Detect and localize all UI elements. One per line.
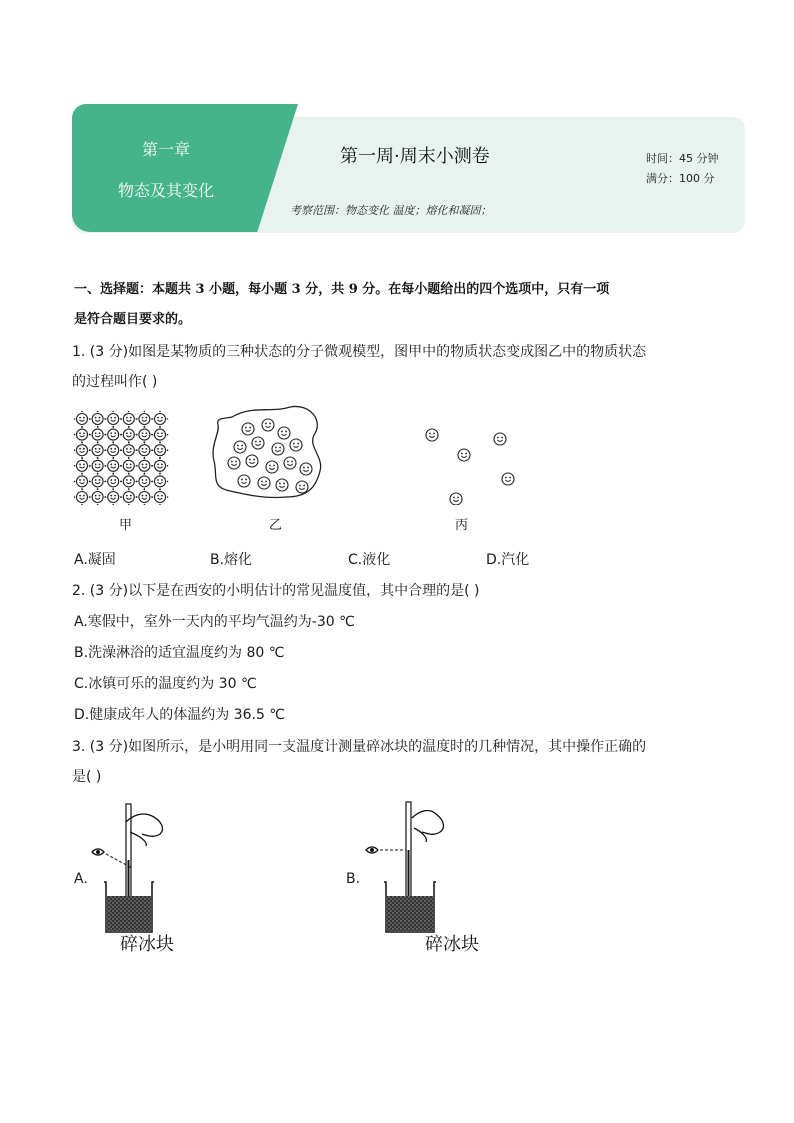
test-scope: 考察范围：物态变化 温度；熔化和凝固； xyxy=(290,204,492,217)
molecule-icon xyxy=(121,489,138,505)
molecule-icon xyxy=(105,442,122,459)
molecule-icon xyxy=(136,458,153,475)
molecule-icon xyxy=(494,433,506,445)
question-2-option-c[interactable]: C.冰镇可乐的温度约为 30 ℃ xyxy=(74,676,257,692)
question-1-stem-line2: 的过程叫作( ) xyxy=(72,374,158,390)
test-title: 第一周·周末小测卷 xyxy=(340,146,490,167)
question-1-option-a[interactable]: A.凝固 xyxy=(74,552,116,568)
molecule-icon xyxy=(246,455,258,467)
molecule-icon xyxy=(105,458,122,475)
molecule-icon xyxy=(266,461,278,473)
chapter-label: 第一章 xyxy=(141,142,190,159)
question-2-stem: 2. (3 分)以下是在西安的小明估计的常见温度值，其中合理的是( ) xyxy=(72,583,480,599)
question-2-option-d[interactable]: D.健康成年人的体温约为 36.5 ℃ xyxy=(74,707,286,723)
molecule-icon xyxy=(136,426,153,443)
section-header-line2: 是符合题目要求的。 xyxy=(74,312,192,327)
molecule-icon xyxy=(458,449,470,461)
molecule-icon xyxy=(152,489,169,505)
thermometer-figure-a xyxy=(86,800,196,940)
molecule-state-figure xyxy=(72,405,532,505)
test-time: 时间：45 分钟 xyxy=(646,152,719,165)
molecule-icon xyxy=(234,441,246,453)
molecule-icon xyxy=(105,411,122,428)
molecule-icon xyxy=(136,442,153,459)
molecule-icon xyxy=(136,411,153,428)
molecule-icon xyxy=(252,437,264,449)
question-1-option-d[interactable]: D.汽化 xyxy=(486,552,530,568)
molecule-icon xyxy=(105,426,122,443)
molecule-icon xyxy=(152,426,169,443)
molecule-icon xyxy=(276,479,288,491)
molecule-icon xyxy=(121,458,138,475)
molecule-icon xyxy=(278,427,290,439)
molecule-icon xyxy=(74,458,91,475)
ice-label-b: 碎冰块 xyxy=(425,934,479,955)
molecule-icon xyxy=(89,473,106,490)
molecule-icon xyxy=(426,429,438,441)
section-header-line1: 一、选择题：本题共 3 小题，每小题 3 分，共 9 分。在每小题给出的四个选项中，只有一项 xyxy=(74,282,610,297)
question-2-option-b[interactable]: B.洗澡淋浴的适宜温度约为 80 ℃ xyxy=(74,645,285,661)
question-3-stem-line2: 是( ) xyxy=(72,769,102,785)
molecule-icon xyxy=(74,489,91,505)
molecule-icon xyxy=(238,475,250,487)
question-1-option-b[interactable]: B.熔化 xyxy=(210,552,253,568)
molecule-icon xyxy=(502,473,514,485)
molecule-icon xyxy=(152,411,169,428)
thermometer-figure-b xyxy=(362,798,472,938)
molecule-icon xyxy=(152,442,169,459)
molecule-icon xyxy=(89,458,106,475)
liquid-state-diagram xyxy=(213,406,321,497)
figure-caption-bing: 丙 xyxy=(455,518,469,533)
molecule-icon xyxy=(272,443,284,455)
chapter-topic: 物态及其变化 xyxy=(117,183,214,200)
figure-caption-jia: 甲 xyxy=(119,518,133,533)
molecule-icon xyxy=(152,458,169,475)
molecule-icon xyxy=(74,411,91,428)
molecule-icon xyxy=(74,442,91,459)
molecule-icon xyxy=(105,489,122,505)
question-1-stem-line1: 1. (3 分)如图是某物质的三种状态的分子微观模型，图甲中的物质状态变成图乙中的物质状态 xyxy=(72,344,647,360)
molecule-icon xyxy=(258,477,270,489)
test-score: 满分：100 分 xyxy=(646,172,715,185)
molecule-icon xyxy=(121,442,138,459)
question-3-option-a-label[interactable]: A. xyxy=(74,871,88,887)
molecule-icon xyxy=(121,426,138,443)
molecule-icon xyxy=(89,411,106,428)
molecule-icon xyxy=(89,426,106,443)
molecule-icon xyxy=(136,489,153,505)
molecule-icon xyxy=(300,463,312,475)
question-1-option-c[interactable]: C.液化 xyxy=(348,552,391,568)
figure-caption-yi: 乙 xyxy=(269,518,283,533)
molecule-icon xyxy=(290,439,302,451)
molecule-icon xyxy=(121,473,138,490)
molecule-icon xyxy=(89,489,106,505)
molecule-icon xyxy=(284,457,296,469)
molecule-icon xyxy=(242,423,254,435)
question-3-option-b-label[interactable]: B. xyxy=(346,871,361,887)
question-3-stem-line1: 3. (3 分)如图所示，是小明用同一支温度计测量碎冰块的温度时的几种情况，其中操作正确的 xyxy=(72,739,647,755)
molecule-icon xyxy=(74,473,91,490)
gas-state-diagram xyxy=(426,429,514,505)
solid-state-diagram xyxy=(74,411,169,505)
question-2-option-a[interactable]: A.寒假中，室外一天内的平均气温约为-30 ℃ xyxy=(74,614,355,630)
molecule-icon xyxy=(105,473,122,490)
molecule-icon xyxy=(152,473,169,490)
molecule-icon xyxy=(228,457,240,469)
molecule-icon xyxy=(450,493,462,505)
molecule-icon xyxy=(136,473,153,490)
ice-label-a: 碎冰块 xyxy=(120,934,174,955)
molecule-icon xyxy=(74,426,91,443)
molecule-icon xyxy=(296,481,308,493)
molecule-icon xyxy=(89,442,106,459)
molecule-icon xyxy=(262,419,274,431)
molecule-icon xyxy=(121,411,138,428)
